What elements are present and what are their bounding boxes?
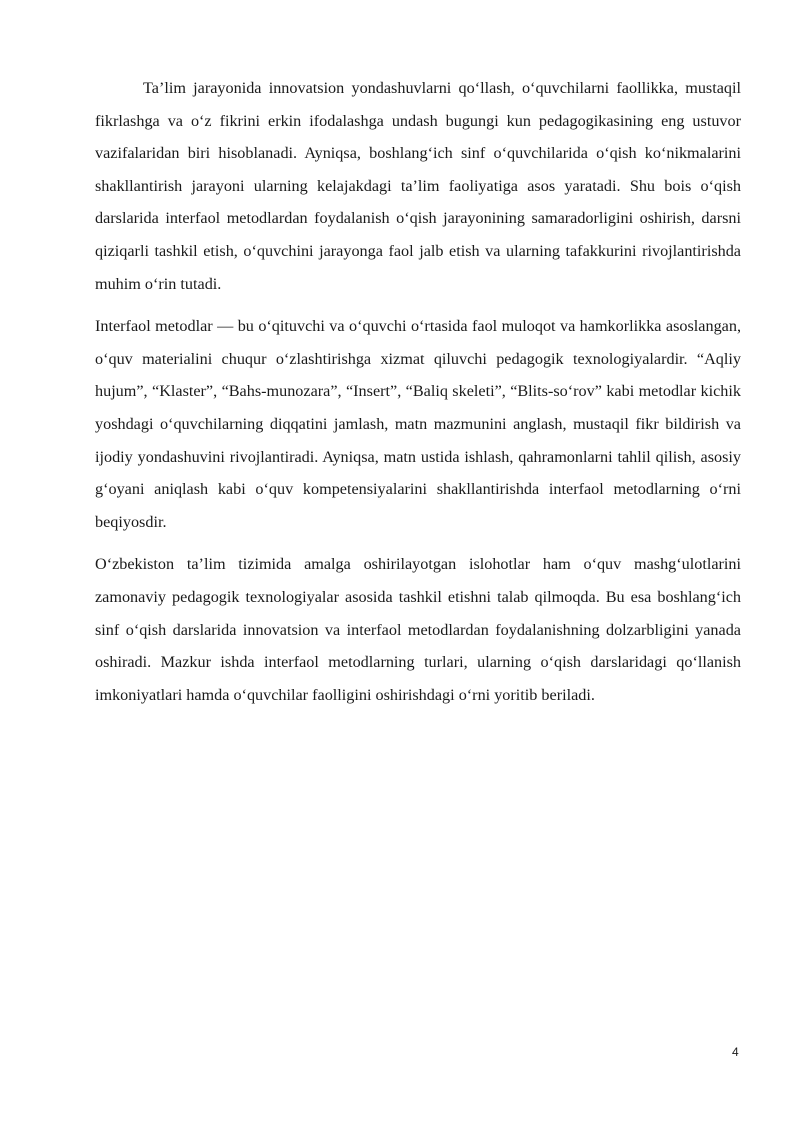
page-number: 4: [732, 1045, 739, 1059]
document-page: [95, 72, 741, 711]
paragraph-reforms: O‘zbekiston ta’lim tizimida amalga oshirilayotgan islohotlar ham o‘quv mashg‘ulotlarini zamonaviy pedagogik texnologiyalar asosida tashkil etishni talab qilmoqda. Bu esa boshlang‘ich sinf o‘qish darslarida innovatsion va interfaol metodlardan foydalanishning dolzarbligini yanada oshiradi. Mazkur ishda interfaol metodlarning turlari, ularning o‘qish darslaridagi qo‘llanish imkoniyatlari hamda o‘quvchilar faolligini oshirishdagi o‘rni yoritib beriladi.: [95, 555, 741, 704]
paragraph-intro: Ta’lim jarayonida innovatsion yondashuvlarni qo‘llash, o‘quvchilarni faollikka, mustaqil fikrlashga va o‘z fikrini erkin ifodalashga undash bugungi kun pedagogikasining eng ustuvor vazifalaridan biri hisoblanadi. Ayniqsa, boshlang‘ich sinf o‘quvchilarida o‘qish ko‘nikmalarini shakllantirish jarayoni ularning kelajakdagi ta’lim faoliyatiga asos yaratadi. Shu bois o‘qish darslarida interfaol metodlardan foydalanish o‘qish jarayonining samaradorligini oshirish, darsni qiziqarli tashkil etish, o‘quvchini jarayonga faol jalb etish va ularning tafakkurini rivojlantirishda muhim o‘rin tutadi.: [95, 79, 741, 293]
paragraph-methods: Interfaol metodlar — bu o‘qituvchi va o‘quvchi o‘rtasida faol muloqot va hamkorlikka asoslangan, o‘quv materialini chuqur o‘zlashtirishga xizmat qiluvchi pedagogik texnologiyalardir. “Aqliy hujum”, “Klaster”, “Bahs-munozara”, “Insert”, “Baliq skeleti”, “Blits-so‘rov” kabi metodlar kichik yoshdagi o‘quvchilarning diqqatini jamlash, matn mazmunini anglash, mustaqil fikr bildirish va ijodiy yondashuvini rivojlantiradi. Ayniqsa, matn ustida ishlash, qahramonlarni tahlil qilish, asosiy g‘oyani aniqlash kabi o‘quv kompetensiyalarini shakllantirishda interfaol metodlarning o‘rni beqiyosdir.: [95, 317, 741, 531]
